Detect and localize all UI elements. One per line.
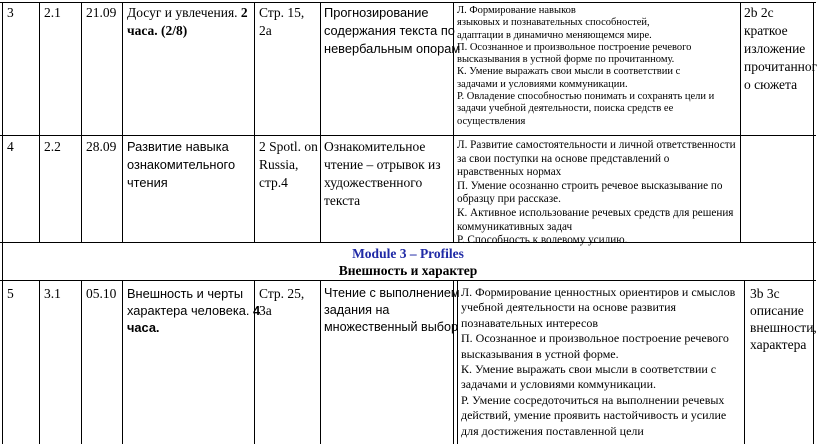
activity-line: художественного bbox=[324, 175, 423, 190]
homework-line: внешности, bbox=[750, 320, 817, 335]
outcome-line: задачами и условиями коммуникации. bbox=[457, 78, 628, 90]
pages-line: Стр. 25, bbox=[259, 286, 305, 301]
activity-cell bbox=[324, 285, 460, 336]
pages-line: стр.4 bbox=[259, 175, 288, 190]
activity-line: задания на bbox=[324, 303, 390, 317]
outcome-line: высказывания в устной форме. bbox=[461, 346, 619, 361]
date-cell bbox=[86, 285, 122, 302]
outcome-line: за свои поступки на основе представлений о bbox=[457, 152, 670, 165]
topic-cell bbox=[127, 138, 253, 192]
outcome-line: К. Умение выражать свои мысли в соответствии с bbox=[461, 362, 717, 377]
activity-line: чтение – отрывок из bbox=[324, 157, 441, 172]
outcome-line: адаптации в динамично меняющемся мире. bbox=[457, 29, 652, 41]
homework-line: описание bbox=[750, 303, 804, 318]
column-divider bbox=[744, 280, 745, 444]
topic-line: часа. (2/8) bbox=[127, 23, 188, 38]
column-divider bbox=[740, 2, 741, 242]
activity-line: Чтение с выполнением bbox=[324, 286, 460, 300]
activity-line: текста bbox=[324, 193, 361, 208]
pages-cell bbox=[259, 4, 319, 40]
pages-cell bbox=[259, 285, 319, 319]
homework-cell bbox=[744, 4, 817, 94]
column-divider bbox=[39, 2, 40, 242]
pages-line: 2a bbox=[259, 23, 272, 38]
section-number: 2.1 bbox=[44, 5, 61, 20]
topic-line: часа. bbox=[127, 320, 160, 335]
column-divider bbox=[2, 280, 3, 444]
outcome-line: коммуникативных задач bbox=[457, 220, 573, 233]
pages-line: Стр. 15, bbox=[259, 5, 305, 20]
topic-hours: 4 bbox=[252, 303, 261, 318]
outcome-line: П. Осознанное и произвольное построение речевого bbox=[457, 41, 692, 53]
date-cell bbox=[86, 4, 122, 22]
pages-line: 2 Spotl. on bbox=[259, 139, 318, 154]
homework-line: характера bbox=[750, 337, 807, 352]
topic-cell bbox=[127, 285, 261, 336]
outcome-line: учебной деятельности на основе развития bbox=[461, 300, 677, 315]
topic-line: ознакомительного bbox=[127, 157, 236, 172]
lesson-date: 28.09 bbox=[86, 139, 117, 154]
section-cell bbox=[44, 285, 80, 302]
column-divider bbox=[81, 280, 82, 444]
homework-line: прочитанног bbox=[744, 59, 817, 74]
outcome-line: для достижения поставленной цели bbox=[461, 423, 644, 438]
outcome-line: задачи учебной деятельности, поиска средств ее bbox=[457, 103, 674, 115]
outcome-line: высказывания в устной форме по прочитанному. bbox=[457, 54, 675, 66]
activity-line: невербальным опорам bbox=[324, 41, 461, 56]
topic-hours: 2 bbox=[240, 5, 248, 20]
outcome-line: осуществления bbox=[457, 115, 526, 127]
section-cell bbox=[44, 138, 80, 156]
pages-cell bbox=[259, 138, 319, 192]
outcome-line: действий, умение проявить настойчивость и усилие bbox=[461, 408, 727, 423]
column-divider bbox=[122, 280, 123, 444]
column-divider bbox=[254, 2, 255, 242]
activity-cell bbox=[324, 138, 454, 210]
date-cell bbox=[86, 138, 122, 156]
topic-line: Внешность и черты bbox=[127, 286, 244, 301]
topic-line: чтения bbox=[127, 175, 168, 190]
pages-line: Russia, bbox=[259, 157, 299, 172]
outcomes-cell bbox=[457, 5, 739, 128]
lesson-number: 5 bbox=[7, 286, 14, 301]
column-divider bbox=[320, 2, 321, 242]
lesson-date: 05.10 bbox=[86, 286, 117, 301]
outcome-line: Р. Овладение способностью понимать и сохранять цели и bbox=[457, 91, 715, 103]
section-number: 2.2 bbox=[44, 139, 61, 154]
outcome-line: познавательных интересов bbox=[461, 315, 598, 330]
column-divider bbox=[122, 2, 123, 242]
module-title: Module 3 – Profiles bbox=[352, 246, 464, 261]
lesson-number: 4 bbox=[7, 139, 14, 154]
outcome-line: Л. Формирование ценностных ориентиров и смыслов bbox=[461, 285, 736, 299]
section-cell bbox=[44, 4, 80, 22]
outcome-line: образцу при рассказе. bbox=[457, 193, 561, 206]
column-divider bbox=[457, 280, 458, 444]
module-subtitle: Внешность и характер bbox=[338, 263, 478, 278]
homework-line: о сюжета bbox=[744, 77, 798, 92]
pages-line: 3a bbox=[259, 303, 272, 318]
outcome-line: К. Активное использование речевых средств для решения bbox=[457, 206, 734, 219]
activity-line: множественный выбор bbox=[324, 320, 458, 334]
activity-line: Прогнозирование bbox=[324, 5, 429, 20]
outcome-line: Л. Развитие самостоятельности и личной ответственности bbox=[457, 139, 736, 151]
topic-cell bbox=[127, 4, 253, 40]
topic-line bbox=[127, 302, 261, 319]
homework-line: 2b 2c bbox=[744, 5, 774, 20]
lesson-number-cell bbox=[7, 4, 37, 22]
homework-cell bbox=[750, 285, 817, 353]
homework-line: изложение bbox=[744, 41, 806, 56]
homework-line: 3b 3c bbox=[750, 286, 780, 301]
outcomes-cell bbox=[457, 139, 739, 248]
activity-line: Ознакомительное bbox=[324, 139, 426, 154]
outcome-line: П. Умение осознанно строить речевое высказывание по bbox=[457, 179, 723, 192]
lesson-number: 3 bbox=[7, 5, 14, 20]
activity-line: содержания текста по bbox=[324, 23, 455, 38]
topic-text: характера человека. bbox=[127, 303, 250, 318]
homework-line: краткое bbox=[744, 23, 788, 38]
activity-cell bbox=[324, 4, 461, 58]
column-divider bbox=[320, 280, 321, 444]
outcome-line: Р. Умение сосредоточиться на выполнении речевых bbox=[461, 392, 725, 407]
outcome-line: нравственных нормах bbox=[457, 166, 562, 179]
topic-line: Развитие навыка bbox=[127, 139, 229, 154]
outcome-line: языковых и познавательных способностей, bbox=[457, 17, 650, 29]
lesson-date: 21.09 bbox=[86, 5, 117, 20]
column-divider bbox=[81, 2, 82, 242]
topic-text: Досуг и увлечения. bbox=[127, 5, 238, 20]
topic-line bbox=[127, 4, 253, 22]
outcome-line: К. Умение выражать свои мысли в соответствии с bbox=[457, 66, 681, 78]
lesson-number-cell bbox=[7, 285, 37, 302]
column-divider bbox=[2, 2, 3, 242]
column-divider bbox=[39, 280, 40, 444]
section-number: 3.1 bbox=[44, 286, 61, 301]
lesson-number-cell bbox=[7, 138, 37, 156]
outcome-line: задачами и условиями коммуникации. bbox=[461, 377, 657, 392]
outcomes-cell bbox=[461, 285, 743, 439]
outcome-line: Л. Формирование навыков bbox=[457, 5, 576, 16]
outcome-line: П. Осознанное и произвольное построение речевого bbox=[461, 331, 729, 346]
outcome-line: Р. Способность к волевому усилию. bbox=[457, 234, 628, 247]
